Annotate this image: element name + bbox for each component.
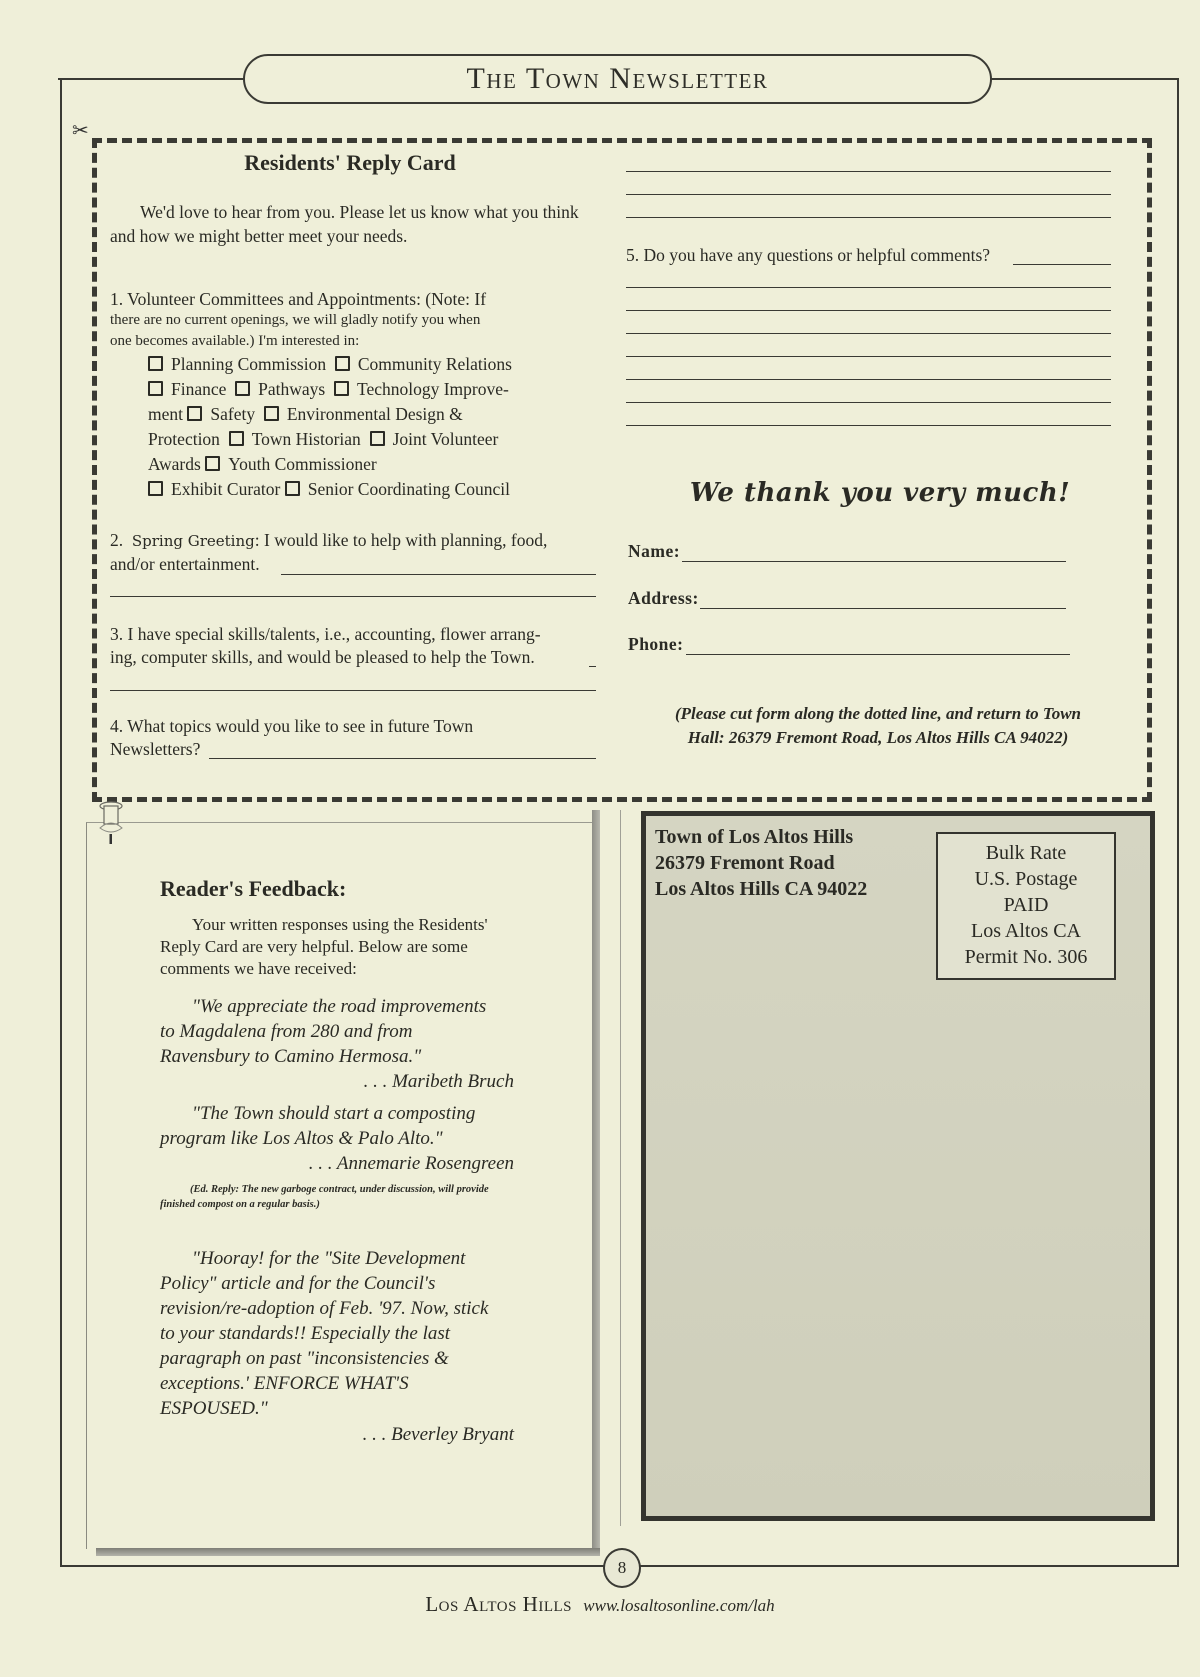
feedback-quote-2: "The Town should start a composting program like Los Altos & Palo Alto." xyxy=(160,1103,476,1149)
thank-you-message: We thank you very much! xyxy=(689,478,1071,508)
checkbox-icon[interactable] xyxy=(148,381,163,396)
q5-answer-line[interactable] xyxy=(626,333,1111,334)
q1-note-line2: one becomes available.) I'm interested in: xyxy=(110,333,360,349)
checkbox-icon[interactable] xyxy=(187,406,202,421)
q3-line2: ing, computer skills, and would be pleased to help the Town. xyxy=(110,647,535,667)
q2-answer-line-1[interactable] xyxy=(281,574,596,575)
option-environmental-design-cont: Protection xyxy=(148,429,220,449)
postage-indicia: Bulk Rate U.S. Postage PAID Los Altos CA Permit No. 306 xyxy=(936,832,1116,980)
option-technology-improvement-cont: ment xyxy=(148,404,183,424)
feedback-author-2: . . . Annemarie Rosengreen xyxy=(308,1153,514,1174)
option-exhibit-curator[interactable]: Exhibit Curator xyxy=(148,479,280,499)
footer-url[interactable]: www.losaltosonline.com/lah xyxy=(583,1596,775,1615)
q5-answer-line[interactable] xyxy=(626,425,1111,426)
q5-answer-line[interactable] xyxy=(626,356,1111,357)
q1-note-line1: there are no current openings, we will gladly notify you when xyxy=(110,312,481,328)
editor-reply: (Ed. Reply: The new garboge contract, under discussion, will provide finished compost on a regular basis.) xyxy=(160,1184,489,1210)
footer xyxy=(0,1592,1200,1617)
address-field-label: Address: xyxy=(628,588,699,608)
answer-line[interactable] xyxy=(626,217,1111,218)
q3-answer-line-1[interactable] xyxy=(589,666,596,667)
phone-field-label: Phone: xyxy=(628,634,684,654)
reply-card-intro: We'd love to hear from you. Please let us know what you think and how we might better meet your needs. xyxy=(110,202,579,246)
checkbox-icon[interactable] xyxy=(370,431,385,446)
option-joint-volunteer-awards-cont: Awards xyxy=(148,454,201,474)
feedback-title: Reader's Feedback: xyxy=(160,876,347,901)
answer-line[interactable] xyxy=(626,171,1111,172)
q2-line2: and/or entertainment. xyxy=(110,554,260,574)
checkbox-icon[interactable] xyxy=(334,381,349,396)
option-environmental-design[interactable]: Environmental Design & xyxy=(264,404,463,424)
checkbox-icon[interactable] xyxy=(229,431,244,446)
option-technology-improvement[interactable]: Technology Improve- xyxy=(334,379,509,399)
answer-line[interactable] xyxy=(626,194,1111,195)
frame-top-rule-right xyxy=(985,78,1177,80)
return-address: Town of Los Altos Hills 26379 Fremont Road Los Altos Hills CA 94022 xyxy=(655,826,868,900)
option-finance[interactable]: Finance xyxy=(148,379,226,399)
option-safety[interactable]: Safety xyxy=(187,404,255,424)
scissors-icon: ✂ xyxy=(72,120,89,142)
feedback-author-1: . . . Maribeth Bruch xyxy=(363,1071,514,1092)
feedback-quote-1: "We appreciate the road improvements to Magdalena from 280 and from Ravensbury to Camino Hermosa." xyxy=(160,996,487,1067)
option-pathways[interactable]: Pathways xyxy=(235,379,325,399)
option-town-historian[interactable]: Town Historian xyxy=(229,429,361,449)
address-field[interactable] xyxy=(700,608,1066,609)
q1-options xyxy=(148,352,588,502)
option-senior-coordinating-council[interactable]: Senior Coordinating Council xyxy=(285,479,510,499)
newsletter-title: The Town Newsletter xyxy=(243,54,992,104)
checkbox-icon[interactable] xyxy=(148,356,163,371)
checkbox-icon[interactable] xyxy=(285,481,300,496)
feedback-quote-3: "Hooray! for the "Site Development Policy" article and for the Council's revision/re-adoption of Feb. '97. Now, stick to your standards!! Especially the last paragraph on past "inconsistencies & exceptions.' ENFORCE WHAT'S ESPOUSED." xyxy=(160,1248,489,1419)
q2-answer-line-2[interactable] xyxy=(110,596,596,597)
q5-answer-line[interactable] xyxy=(626,310,1111,311)
feedback-intro: Your written responses using the Residents' Reply Card are very helpful. Below are some comments we have received: xyxy=(160,915,488,978)
name-field[interactable] xyxy=(682,561,1066,562)
q5-answer-line[interactable] xyxy=(626,402,1111,403)
q3-answer-line-2[interactable] xyxy=(110,690,596,691)
pushpin-icon xyxy=(92,800,132,860)
checkbox-icon[interactable] xyxy=(335,356,350,371)
option-planning-commission[interactable]: Planning Commission xyxy=(148,354,326,374)
return-instructions: (Please cut form along the dotted line, and return to Town Hall: 26379 Fremont Road, Los Altos Hills CA 94022) xyxy=(675,704,1081,747)
option-community-relations[interactable]: Community Relations xyxy=(335,354,512,374)
feedback-author-3: . . . Beverley Bryant xyxy=(362,1424,514,1445)
checkbox-icon[interactable] xyxy=(148,481,163,496)
q5-answer-line[interactable] xyxy=(626,379,1111,380)
q5-answer-line[interactable] xyxy=(626,287,1111,288)
option-youth-commissioner[interactable]: Youth Commissioner xyxy=(205,454,376,474)
q4-line1: 4. What topics would you like to see in future Town xyxy=(110,716,474,736)
frame-top-rule-left xyxy=(58,78,248,80)
q5-label: 5. Do you have any questions or helpful comments? xyxy=(626,245,991,265)
page-number: 8 xyxy=(603,1548,641,1588)
checkbox-icon[interactable] xyxy=(205,456,220,471)
q3-line1: 3. I have special skills/talents, i.e., accounting, flower arrang- xyxy=(110,624,541,644)
option-joint-volunteer-awards[interactable]: Joint Volunteer xyxy=(370,429,499,449)
feedback-panel-shadow-right xyxy=(592,810,600,1556)
footer-brand: Los Altos Hills xyxy=(425,1592,573,1616)
q2-line1: 2. Spring Greeting: I would like to help with planning, food, xyxy=(110,530,548,550)
spring-greeting-event: Spring Greeting xyxy=(131,532,255,550)
reply-card-title: Residents' Reply Card xyxy=(244,150,456,175)
phone-field[interactable] xyxy=(686,654,1070,655)
q1-label: 1. Volunteer Committees and Appointments: (Note: If xyxy=(110,289,487,309)
checkbox-icon[interactable] xyxy=(235,381,250,396)
q4-line2: Newsletters? xyxy=(110,739,201,759)
column-divider xyxy=(620,810,621,1526)
checkbox-icon[interactable] xyxy=(264,406,279,421)
q4-answer-line[interactable] xyxy=(209,758,596,759)
q5-answer-line[interactable] xyxy=(1013,264,1111,265)
feedback-panel-shadow-bottom xyxy=(96,1548,600,1556)
name-field-label: Name: xyxy=(628,541,681,561)
